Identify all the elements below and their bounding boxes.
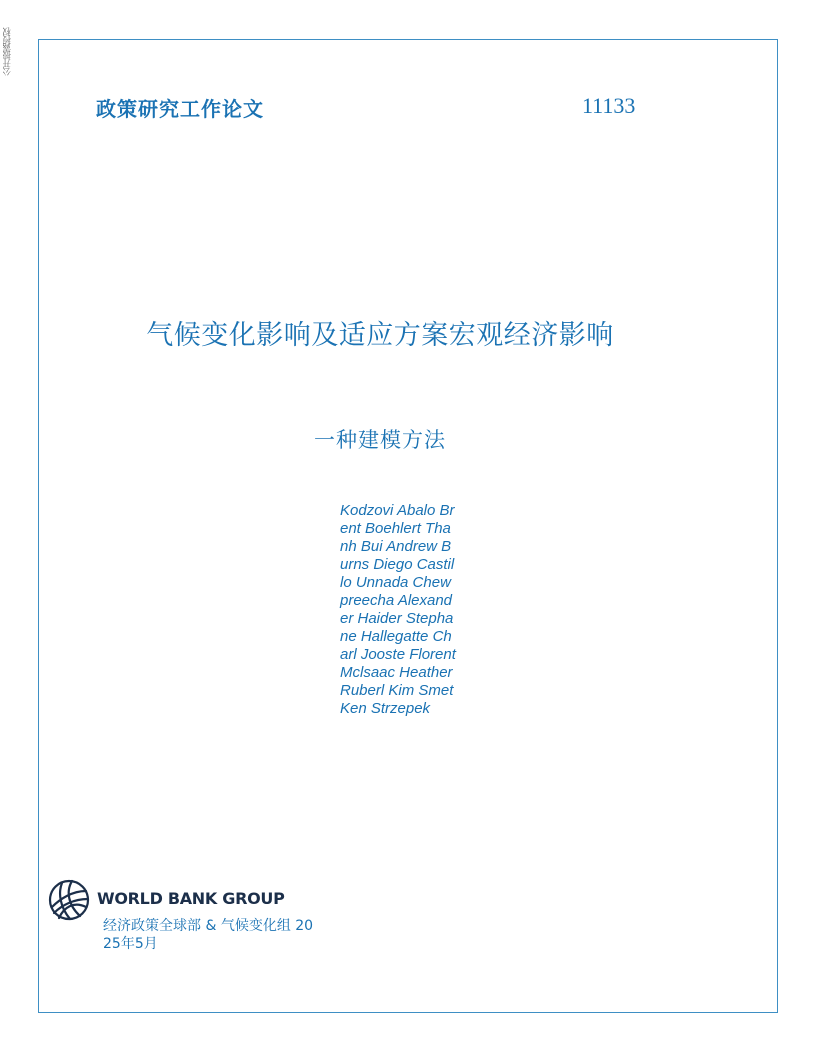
- paper-subtitle: 一种建模方法: [314, 428, 446, 452]
- author-line: Ken Strzepek: [340, 700, 431, 717]
- author-list: [340, 484, 500, 718]
- org-name: WORLD BANK GROUP: [97, 889, 285, 908]
- division-line: 经济政策全球部 & 气候变化组 20: [103, 918, 314, 934]
- author-line: er Haider Stepha: [340, 610, 454, 627]
- author-line: ent Boehlert Tha: [340, 520, 451, 537]
- series-label: 政策研究工作论文: [96, 97, 264, 121]
- author-line: preecha Alexand: [340, 592, 453, 609]
- publication-date: 25年5月: [103, 936, 158, 952]
- author-line: Mclsaac Heather: [340, 664, 453, 681]
- author-line: nh Bui Andrew B: [340, 538, 452, 555]
- author-line: ne Hallegatte Ch: [340, 628, 452, 645]
- paper-title: 气候变化影响及适应方案宏观经济影响: [146, 320, 614, 351]
- author-line: Ruberl Kim Smet: [340, 682, 454, 699]
- paper-number: 11133: [582, 93, 636, 118]
- author-line: urns Diego Castil: [340, 556, 455, 573]
- disclosure-stamp: 公开披露授权: [3, 28, 13, 76]
- author-line: arl Jooste Florent: [340, 646, 456, 663]
- author-line: Kodzovi Abalo Br: [340, 502, 455, 519]
- globe-icon: [46, 877, 92, 923]
- author-line: lo Unnada Chew: [340, 574, 451, 591]
